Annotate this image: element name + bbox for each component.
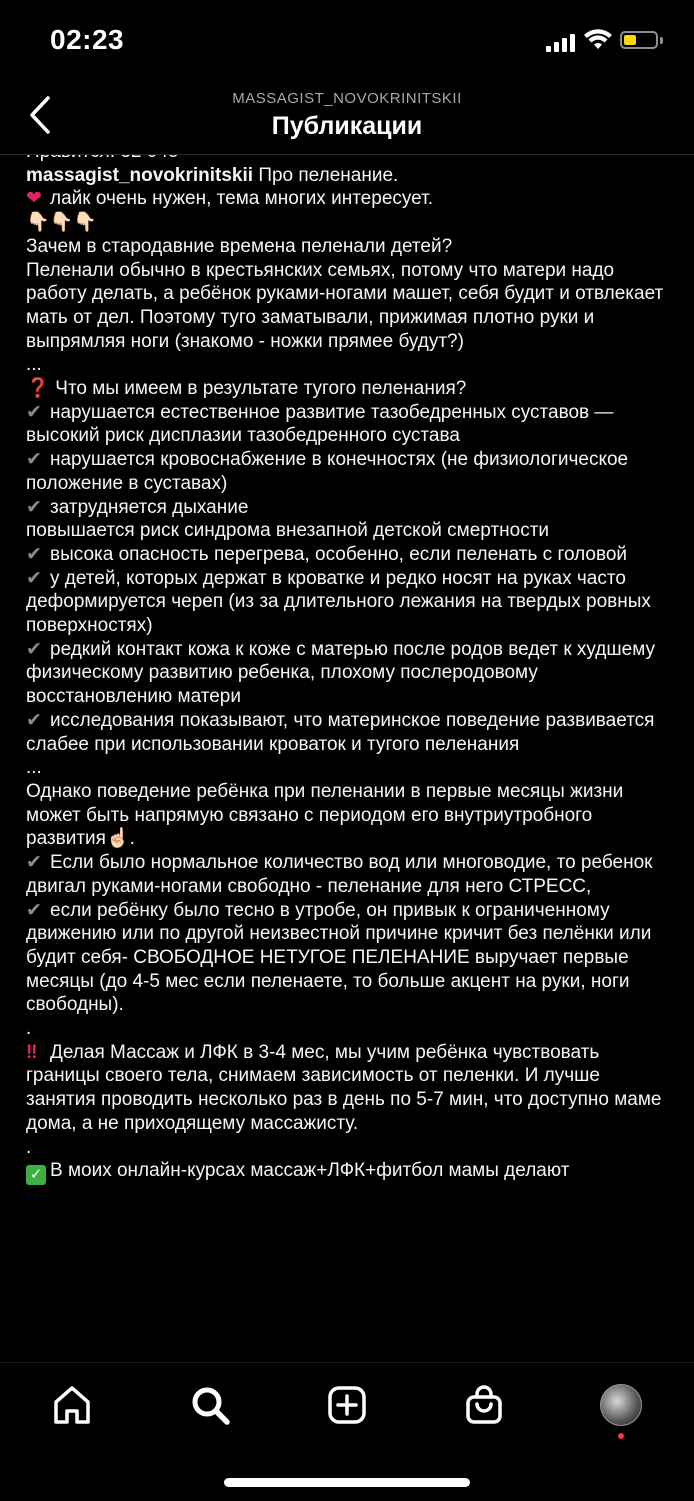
check-icon: ✔ bbox=[26, 449, 42, 471]
tab-search[interactable] bbox=[186, 1381, 234, 1429]
caption-line bbox=[26, 211, 674, 235]
caption-line: ✔ у детей, которых держат в кроватке и редко носят на руках часто деформируется череп (из за длительного лежания на твердых ровных поверхностях) bbox=[26, 567, 651, 637]
notification-dot bbox=[618, 1433, 624, 1439]
caption-line: ❤ лайк очень нужен, тема многих интересует. bbox=[26, 188, 433, 210]
caption-line: . bbox=[26, 1136, 32, 1158]
add-post-icon bbox=[326, 1384, 368, 1426]
caption-line: ✔ затрудняется дыхание bbox=[26, 496, 249, 518]
tab-shop[interactable] bbox=[460, 1381, 508, 1429]
caption-line: Про пеленание. bbox=[253, 164, 399, 186]
battery-icon bbox=[620, 31, 658, 49]
double-exclamation-icon: ‼ bbox=[26, 1041, 38, 1063]
caption-line: ✔ нарушается кровоснабжение в конечностях (не физиологическое положение в суставах) bbox=[26, 449, 629, 494]
author-username[interactable]: massagist_novokrinitskii bbox=[26, 164, 254, 186]
battery-tip bbox=[660, 37, 663, 44]
pointing-down-icon: 👇🏻👇🏻👇🏻 bbox=[26, 212, 97, 234]
status-time: 02:23 bbox=[50, 24, 125, 55]
caption-line: повышается риск синдрома внезапной детской смертности bbox=[26, 520, 550, 542]
caption-line: ✔ нарушается естественное развитие тазобедренных суставов — высокий риск дисплазии тазобедренного сустава bbox=[26, 401, 614, 447]
caption-line: ✔ высока опасность перегрева, особенно, если пеленать с головой bbox=[26, 543, 628, 565]
header-username: MASSAGIST_NOVOKRINITSKII bbox=[232, 90, 462, 107]
check-icon: ✔ bbox=[26, 899, 42, 921]
caption-line: ✔ редкий контакт кожа к коже с матерью после родов ведет к худшему физическому развитию ребенка, плохому послеродовому восстановлению матери bbox=[26, 638, 655, 708]
caption-line: ... bbox=[26, 757, 42, 779]
caption-line: . bbox=[26, 1018, 32, 1040]
tab-profile[interactable] bbox=[597, 1381, 645, 1429]
page-title: Публикации bbox=[271, 112, 423, 140]
check-icon: ✔ bbox=[26, 638, 42, 660]
shop-bag-icon bbox=[463, 1384, 505, 1426]
caption-line: Однако поведение ребёнка при пеленании в первые месяцы жизни может быть напрямую связано с периодом его внутриутробного развития☝🏻. bbox=[26, 780, 624, 850]
bottom-tab-bar bbox=[0, 1362, 694, 1501]
caption-line: Зачем в стародавние времена пеленали детей? bbox=[26, 235, 453, 257]
check-icon: ✔ bbox=[26, 852, 42, 874]
caption-line: ❓ Что мы имеем в результате тугого пеленания? bbox=[26, 378, 467, 400]
caption-line: ‼ Делая Массаж и ЛФК в 3-4 мес, мы учим ребёнка чувствовать границы своего тела, снимаем зависимость от пеленки. И лучше занятия проводить несколько раз в день по 5-7 мин, что доступно маме дома, а не приходящему массажисту. bbox=[26, 1041, 662, 1134]
check-icon: ✔ bbox=[26, 401, 42, 423]
caption-line: ✓ В моих онлайн-курсах массаж+ЛФК+фитбол мамы делают bbox=[26, 1159, 674, 1185]
check-icon: ✔ bbox=[26, 567, 42, 589]
caption-line: ✔ Если было нормальное количество вод или многоводие, то ребенок двигал руками-ногами свободно - пеленание для него СТРЕСС, bbox=[26, 852, 653, 897]
home-indicator bbox=[224, 1478, 470, 1487]
search-icon bbox=[189, 1384, 231, 1426]
check-icon: ✔ bbox=[26, 709, 42, 731]
caption-line: ✔ если ребёнку было тесно в утробе, он привык к ограниченному движению или по другой неизвестной причине кричит без пелёнки или будит себя- СВОБОДНОЕ НЕТУГОЕ ПЕЛЕНАНИЕ выручает первые месяцы (до 4-5 мес если пеленаете, то больше акцент на руки, ноги свободны). bbox=[26, 899, 652, 1016]
check-icon: ✔ bbox=[26, 496, 42, 518]
cellular-signal-icon bbox=[546, 34, 578, 52]
home-icon bbox=[51, 1384, 93, 1426]
post-caption-scroll[interactable] bbox=[0, 154, 694, 1362]
tab-create[interactable] bbox=[323, 1381, 371, 1429]
heart-icon: ❤ bbox=[26, 188, 42, 210]
wifi-icon bbox=[584, 29, 612, 51]
status-bar bbox=[0, 0, 694, 80]
caption-first-line bbox=[26, 164, 674, 188]
caption-line: ... bbox=[26, 354, 42, 376]
question-mark-icon: ❓ bbox=[26, 378, 50, 400]
check-icon: ✔ bbox=[26, 543, 42, 565]
caption-line: Пеленали обычно в крестьянских семьях, потому что матери надо работу делать, а ребёнок руками-ногами машет, себя будит и отвлекает мать от дел. Поэтому туго заматывали, прижимая плотно руки и выпрямляя ноги (знакомо - ножки прямее будут?) bbox=[26, 259, 664, 352]
tab-home[interactable] bbox=[48, 1381, 96, 1429]
caption-line: ✔ исследования показывают, что материнское поведение развивается слабее при использовании кроваток и тугого пеленания bbox=[26, 709, 655, 755]
nav-header bbox=[0, 80, 694, 155]
avatar bbox=[600, 1384, 642, 1426]
post-caption bbox=[26, 140, 674, 1185]
green-check-icon: ✓ bbox=[26, 1165, 46, 1185]
